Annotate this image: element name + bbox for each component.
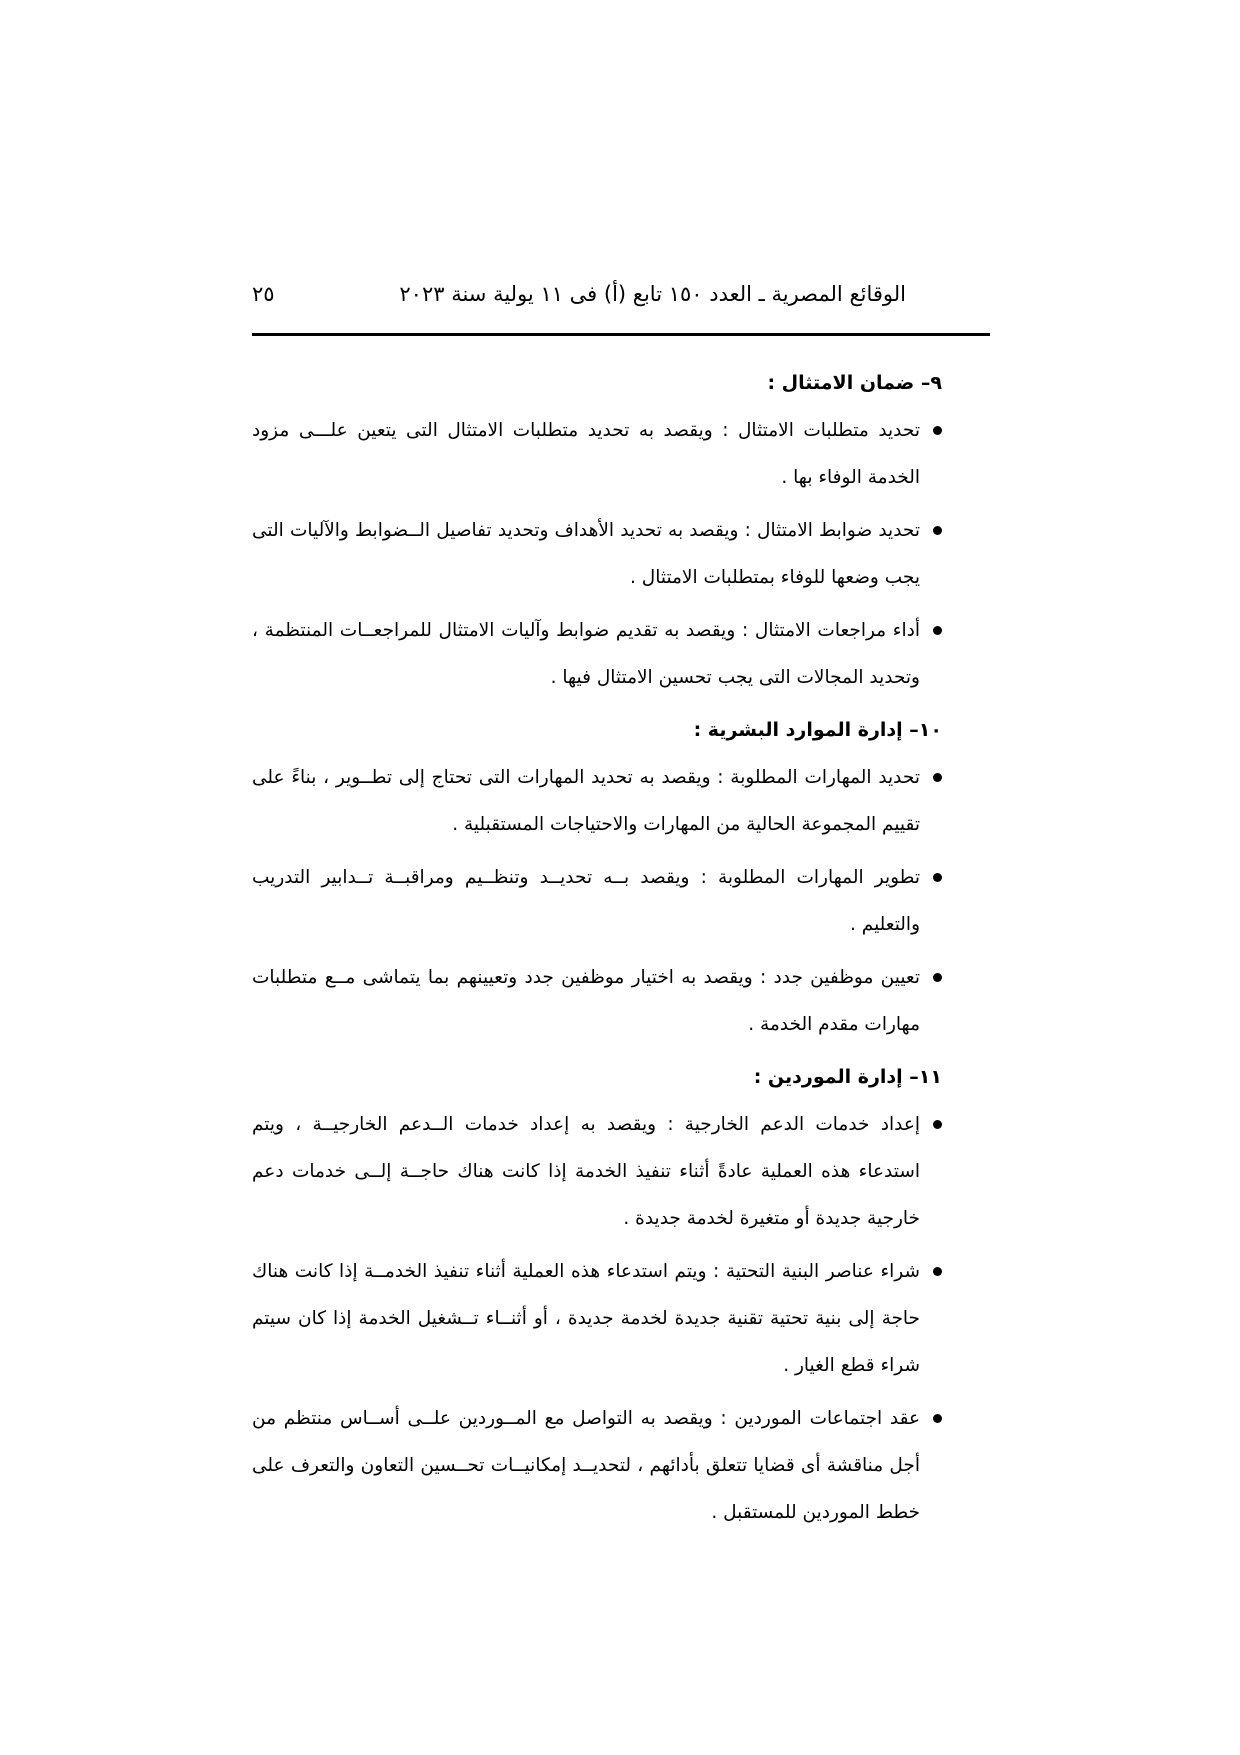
bullet-icon [933,426,942,435]
list-item [252,854,942,948]
page-number: ٢٥ [252,282,275,306]
bullet-icon [933,1120,942,1129]
bullet-list [252,1101,942,1536]
bullet-icon [933,1267,942,1276]
bullet-list [252,407,942,701]
header-divider [252,333,990,336]
list-item-text: عقد اجتماعات الموردين : ويقصد به التواصل مع المــوردين علــى أســاس منتظم من أجل مناقشة أى قضايا تتعلق بأدائهم ، لتحديــد إمكانيــات تحــسين التعاون والتعرف على خطط الموردين للمستقبل . [252,1408,920,1523]
page-header [252,282,990,318]
list-item [252,954,942,1048]
bullet-icon [933,973,942,982]
list-item [252,507,942,601]
list-item [252,607,942,701]
bullet-icon [933,773,942,782]
bullet-icon [933,1414,942,1423]
list-item-text: شراء عناصر البنية التحتية : ويتم استدعاء هذه العملية أثناء تنفيذ الخدمــة إذا كانت هناك حاجة إلى بنية تحتية تقنية جديدة لخدمة جديدة ، أو أثنــاء تــشغيل الخدمة إذا كان سيتم شراء قطع الغيار . [252,1261,920,1376]
list-item [252,1101,942,1242]
list-item [252,407,942,501]
section-supplier-management [252,1054,942,1536]
bullet-list [252,754,942,1048]
section-human-resources [252,707,942,1048]
list-item [252,1395,942,1536]
list-item-text: تحديد ضوابط الامتثال : ويقصد به تحديد الأهداف وتحديد تفاصيل الــضوابط والآليات التى يجب وضعها للوفاء بمتطلبات الامتثال . [252,520,920,588]
list-item-text: تطوير المهارات المطلوبة : ويقصد بــه تحديــد وتنظــيم ومراقبــة تــدابير التدريب والتعليم . [252,867,920,935]
document-body [252,360,942,1542]
list-item-text: إعداد خدمات الدعم الخارجية : ويقصد به إعداد خدمات الــدعم الخارجيــة ، ويتم استدعاء هذه العملية عادةً أثناء تنفيذ الخدمة إذا كانت هناك حاجــة إلــى خدمات دعم خارجية جديدة أو متغيرة لخدمة جديدة . [252,1114,920,1229]
section-compliance-assurance [252,360,942,701]
bullet-icon [933,626,942,635]
section-heading: ١١– إدارة الموردين : [753,1066,942,1088]
list-item-text: تحديد المهارات المطلوبة : ويقصد به تحديد المهارات التى تحتاج إلى تطــوير ، بناءً على تقييم المجموعة الحالية من المهارات والاحتياجات المستقبلية . [252,767,920,835]
bullet-icon [933,873,942,882]
list-item [252,754,942,848]
gazette-header-title: الوقائع المصرية ـ العدد ١٥٠ تابع (أ) فى ١١ يولية سنة ٢٠٢٣ [399,282,906,306]
list-item [252,1248,942,1389]
bullet-icon [933,526,942,535]
list-item-text: أداء مراجعات الامتثال : ويقصد به تقديم ضوابط وآليات الامتثال للمراجعــات المنتظمة ، وتحديد المجالات التى يجب تحسين الامتثال فيها . [252,620,920,688]
section-heading: ١٠– إدارة الموارد البشرية : [693,719,942,741]
section-heading: ٩– ضمان الامتثال : [767,372,942,394]
list-item-text: تعيين موظفين جدد : ويقصد به اختيار موظفين جدد وتعيينهم بما يتماشى مــع متطلبات مهارات مقدم الخدمة . [252,967,920,1035]
list-item-text: تحديد متطلبات الامتثال : ويقصد به تحديد متطلبات الامتثال التى يتعين علـــى مزود الخدمة الوفاء بها . [252,420,920,488]
